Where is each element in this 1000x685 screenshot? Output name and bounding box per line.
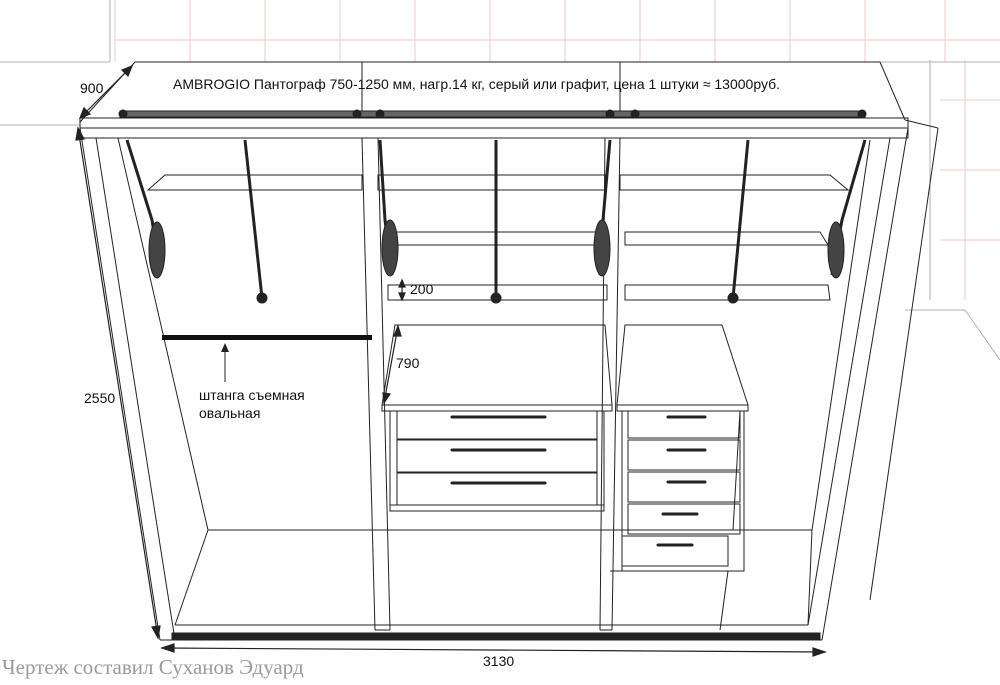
shelf-gap-dimension-label: 200	[410, 281, 434, 297]
drawer-units	[382, 325, 748, 630]
height-dimension-label: 2550	[84, 390, 116, 406]
drawer-handles	[452, 417, 705, 545]
pantograph-mechanisms	[127, 140, 865, 302]
table-depth-dimension-label: 790	[396, 355, 420, 371]
width-dimension-label: 3130	[483, 653, 515, 669]
depth-dimension-label: 900	[80, 80, 104, 96]
wardrobe-carcass	[80, 62, 938, 640]
wall-tile-grid	[115, 0, 1000, 300]
hanging-rod	[162, 335, 372, 382]
pantograph-rail	[119, 110, 866, 118]
partitions	[362, 62, 620, 630]
hanging-rod-note	[199, 386, 339, 422]
rod-note-line1: штанга съемная	[199, 387, 305, 403]
author-credit: Чертеж составил Суханов Эдуард	[2, 655, 304, 679]
dimension-lines	[76, 66, 825, 656]
rod-note-line2: овальная	[199, 405, 261, 421]
pantograph-spec-note: AMBROGIO Пантограф 750-1250 мм, нагр.14 кг, серый или графит, цена 1 штуки ≈ 13000руб.	[173, 76, 781, 92]
